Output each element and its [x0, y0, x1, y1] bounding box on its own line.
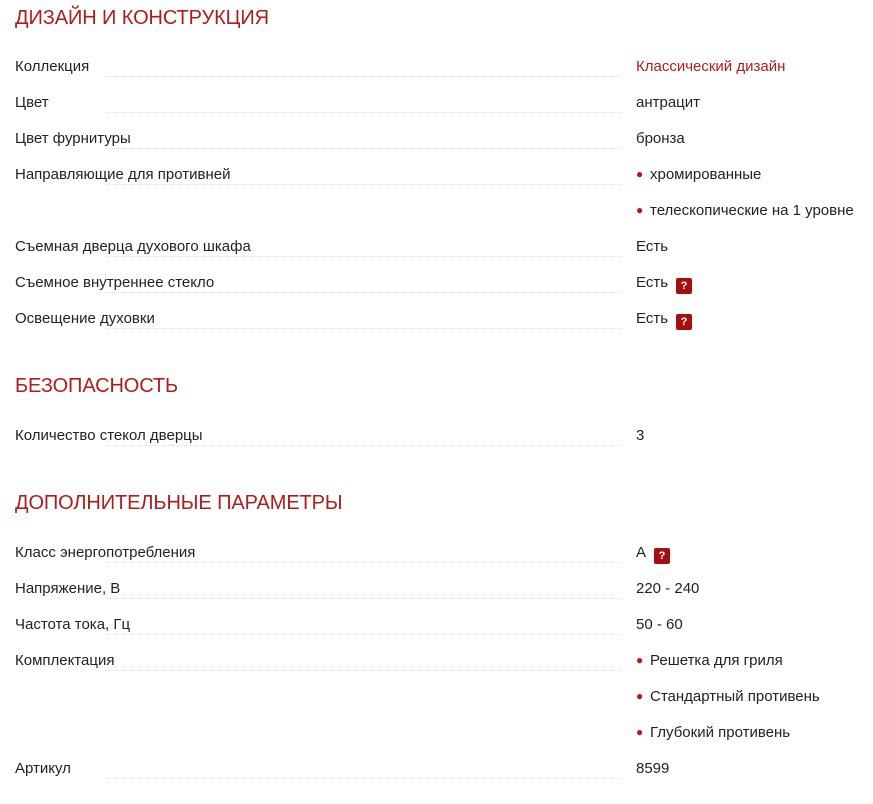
spec-value-list-item — [636, 688, 820, 706]
spec-value — [636, 544, 670, 564]
spec-value — [636, 310, 692, 330]
spec-label: Направляющие для противней — [15, 166, 240, 184]
bullet-icon: ● — [636, 689, 644, 703]
spec-label: Цвет фурнитуры — [15, 130, 141, 148]
bullet-icon: ● — [636, 725, 644, 739]
section-additional — [15, 492, 873, 777]
section-safety — [15, 375, 873, 444]
section-title: БЕЗОПАСНОСТЬ — [15, 375, 179, 397]
spec-value: 8599 — [636, 760, 670, 777]
spec-value-list-item — [636, 166, 761, 184]
dotted-leader — [105, 256, 621, 257]
dotted-leader — [105, 670, 621, 671]
spec-value-list-item — [636, 724, 790, 742]
bullet-icon: ● — [636, 203, 644, 217]
spec-row-package-cont — [15, 688, 873, 724]
spec-value: антрацит — [636, 94, 701, 111]
dotted-leader — [105, 76, 621, 77]
spec-row-package-cont — [15, 724, 873, 760]
section-design — [15, 7, 873, 328]
section-title: ДИЗАЙН И КОНСТРУКЦИЯ — [15, 7, 269, 29]
bullet-icon: ● — [636, 167, 644, 181]
dotted-leader — [105, 328, 621, 329]
spec-value: 220 - 240 — [636, 580, 700, 597]
spec-label: Класс энергопотребления — [15, 544, 205, 562]
spec-value-text: Решетка для гриля — [650, 652, 783, 669]
spec-label: Артикул — [15, 760, 81, 778]
dotted-leader — [105, 634, 621, 635]
dotted-leader — [105, 184, 621, 185]
spec-label: Количество стекол дверцы — [15, 427, 213, 445]
spec-label: Цвет — [15, 94, 59, 112]
spec-value-list-item — [636, 652, 783, 670]
collection-link[interactable]: Классический дизайн — [636, 58, 786, 75]
spec-value: 50 - 60 — [636, 616, 683, 633]
spec-row-fittings-color — [15, 130, 873, 166]
spec-label: Съемная дверца духового шкафа — [15, 238, 261, 256]
spec-row-color — [15, 94, 873, 130]
spec-row-rails — [15, 166, 873, 202]
spec-value: Есть — [636, 238, 669, 255]
spec-label: Напряжение, В — [15, 580, 130, 598]
spec-row-energy-class — [15, 544, 873, 580]
spec-row-removable-door — [15, 238, 873, 274]
dotted-leader — [105, 148, 621, 149]
dotted-leader — [105, 292, 621, 293]
spec-value — [636, 274, 692, 294]
spec-label: Освещение духовки — [15, 310, 165, 328]
spec-value-text: A — [636, 544, 647, 561]
spec-value-text: хромированные — [650, 166, 762, 183]
spec-row-frequency — [15, 616, 873, 652]
bullet-icon: ● — [636, 653, 644, 667]
help-icon[interactable]: ? — [654, 548, 670, 564]
spec-row-collection — [15, 58, 873, 94]
dotted-leader — [105, 598, 621, 599]
spec-row-article — [15, 760, 873, 796]
dotted-leader — [105, 112, 621, 113]
spec-row-voltage — [15, 580, 873, 616]
spec-label: Комплектация — [15, 652, 124, 670]
spec-value-list-item — [636, 202, 854, 220]
spec-value: 3 — [636, 427, 645, 444]
spec-row-rails-cont — [15, 202, 873, 238]
dotted-leader — [105, 562, 621, 563]
spec-value-text: Есть — [636, 274, 669, 291]
spec-row-package — [15, 652, 873, 688]
help-icon[interactable]: ? — [676, 314, 692, 330]
spec-value-text: Глубокий противень — [650, 724, 791, 741]
spec-value-text: Стандартный противень — [650, 688, 820, 705]
spec-value-text: телескопические на 1 уровне — [650, 202, 854, 219]
spec-row-removable-glass — [15, 274, 873, 310]
spec-label: Съемное внутреннее стекло — [15, 274, 224, 292]
spec-value-text: Есть — [636, 310, 669, 327]
dotted-leader — [105, 445, 621, 446]
spec-label: Частота тока, Гц — [15, 616, 140, 634]
section-title: ДОПОЛНИТЕЛЬНЫЕ ПАРАМЕТРЫ — [15, 492, 343, 514]
spec-value: бронза — [636, 130, 685, 147]
spec-row-oven-light — [15, 310, 873, 346]
spec-label: Коллекция — [15, 58, 99, 76]
spec-row-door-glasses — [15, 427, 873, 463]
dotted-leader — [105, 778, 621, 779]
help-icon[interactable]: ? — [676, 278, 692, 294]
